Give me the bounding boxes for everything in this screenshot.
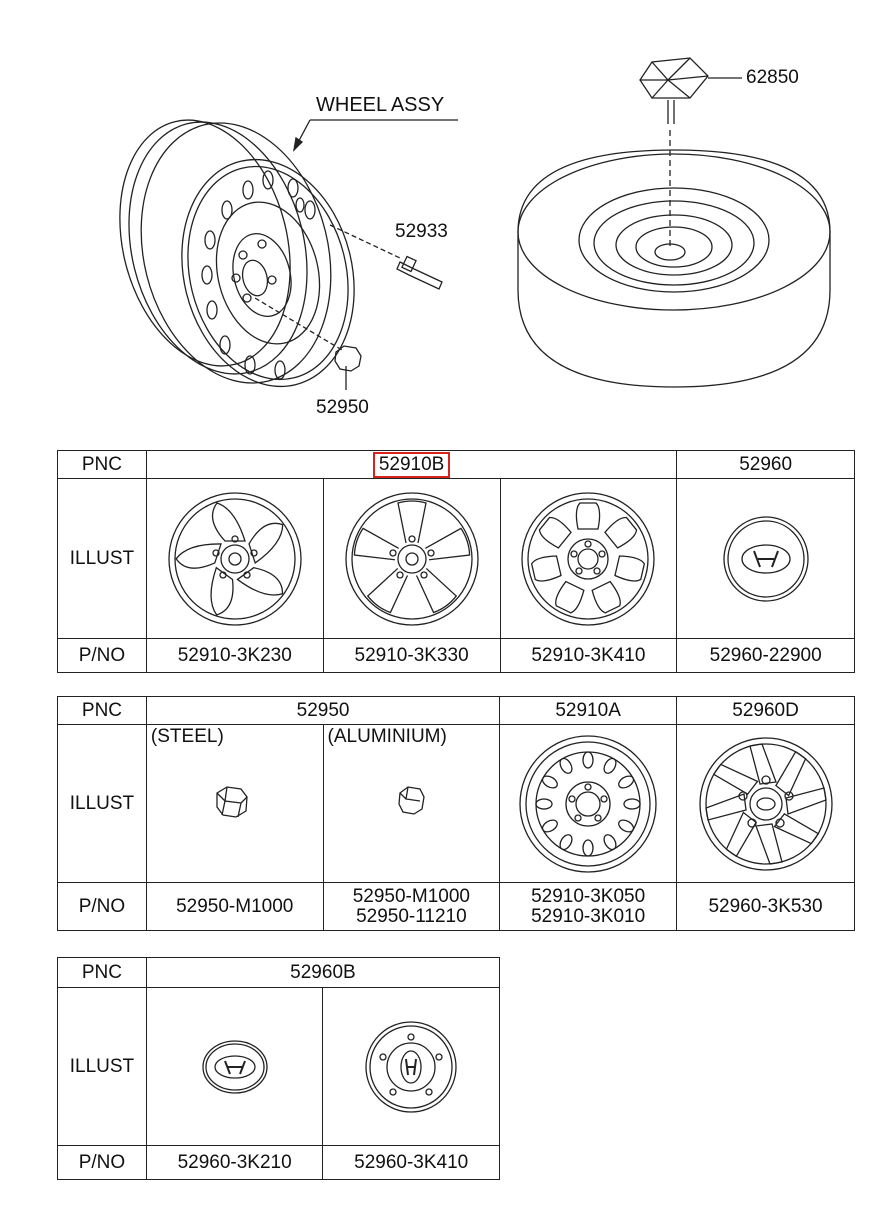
pno-label: P/NO xyxy=(58,883,147,931)
part-number[interactable]: 52910-3K230 xyxy=(146,639,323,673)
part-number[interactable]: 52950-M1000 xyxy=(146,883,323,931)
illust-small-cap xyxy=(146,988,323,1146)
pnc-52960b[interactable]: 52960B xyxy=(146,958,499,988)
carrier-callout[interactable]: 62850 xyxy=(746,67,799,88)
pnc-52910a[interactable]: 52910A xyxy=(500,697,677,725)
wheel-assy-label: WHEEL ASSY xyxy=(316,94,445,116)
illust-steel-wheel xyxy=(500,725,677,883)
pnc-label: PNC xyxy=(58,451,147,479)
part-number[interactable]: 52910-3K330 xyxy=(323,639,500,673)
spare-tire-drawing xyxy=(518,130,830,387)
pnc-label: PNC xyxy=(58,697,147,725)
part-number[interactable]: 52960-3K210 xyxy=(146,1146,323,1180)
part-number[interactable]: 52960-3K410 xyxy=(323,1146,500,1180)
aluminium-label: (ALUMINIUM) xyxy=(327,726,447,747)
illust-label: ILLUST xyxy=(58,479,147,639)
illust-steel-nut xyxy=(146,725,323,883)
part-number[interactable]: 52960-3K530 xyxy=(677,883,855,931)
illust-hub-cap xyxy=(323,988,500,1146)
part-number[interactable]: 52960-22900 xyxy=(677,639,855,673)
part-number[interactable]: 52910-3K410 xyxy=(500,639,677,673)
illust-center-cap xyxy=(677,479,855,639)
valve-callout[interactable]: 52933 xyxy=(395,221,448,242)
pno-label: P/NO xyxy=(58,639,147,673)
pnc-52950[interactable]: 52950 xyxy=(146,697,499,725)
part-number[interactable]: 52910-3K010 xyxy=(531,905,646,927)
carrier-bolt-drawing xyxy=(640,58,742,124)
parts-table-1 xyxy=(57,450,855,673)
pnc-52960d[interactable]: 52960D xyxy=(677,697,855,725)
part-number[interactable]: 52950-M1000 xyxy=(352,885,470,907)
illust-alloy-wheel-2 xyxy=(323,479,500,639)
steel-label: (STEEL) xyxy=(150,726,224,747)
part-number[interactable]: 52950-11210 xyxy=(356,905,467,927)
parts-table-3 xyxy=(57,957,500,1180)
pno-label: P/NO xyxy=(58,1146,147,1180)
illust-aluminium-nut xyxy=(323,725,500,883)
illust-alloy-wheel-3 xyxy=(500,479,677,639)
part-number[interactable]: 52910-3K050 xyxy=(531,885,646,907)
nut-callout[interactable]: 52950 xyxy=(316,397,369,418)
exploded-wheel-diagram xyxy=(0,0,886,430)
pnc-label: PNC xyxy=(58,958,147,988)
pnc-52910b-highlight[interactable]: 52910B xyxy=(373,452,451,478)
illust-label: ILLUST xyxy=(58,725,147,883)
illust-alloy-wheel-1 xyxy=(146,479,323,639)
illust-label: ILLUST xyxy=(58,988,147,1146)
pnc-52960[interactable]: 52960 xyxy=(677,451,855,479)
illust-wheel-cover xyxy=(677,725,855,883)
parts-table-2 xyxy=(57,696,855,931)
